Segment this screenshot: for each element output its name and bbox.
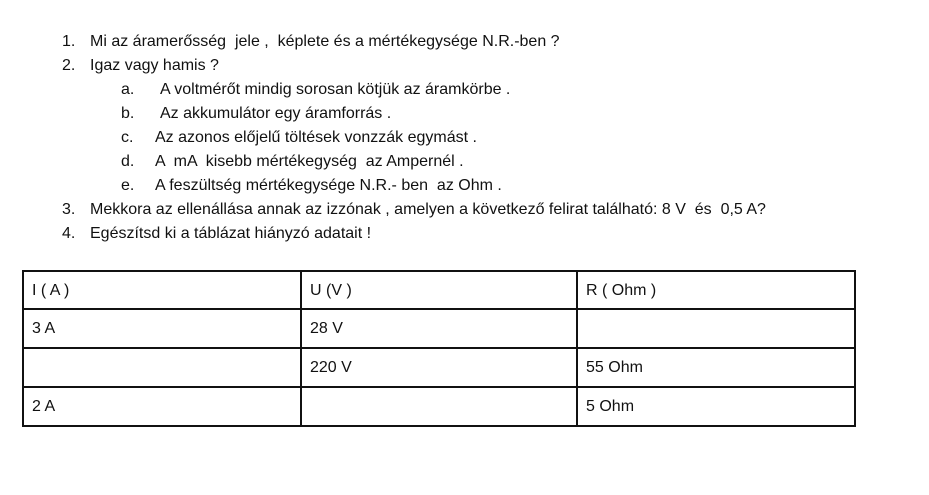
table-header-resistance: R ( Ohm ) [577,271,855,309]
table-cell [301,387,577,426]
table-header-voltage: U (V ) [301,271,577,309]
table-row [23,309,855,348]
table-cell [577,309,855,348]
question-4-number: 4. [62,225,76,242]
table-cell: 5 Ohm [577,387,855,426]
subitem-c-letter: c. [121,129,134,146]
data-table [22,270,856,427]
question-1-number: 1. [62,33,76,50]
question-1-text: Mi az áramerősség jele , képlete és a mértékegysége N.R.-ben ? [90,33,560,50]
subitem-d-letter: d. [121,153,135,170]
subitem-e-letter: e. [121,177,135,194]
table-cell: 3 A [23,309,301,348]
question-3-number: 3. [62,201,76,218]
table-cell: 2 A [23,387,301,426]
table-cell: 28 V [301,309,577,348]
question-4-text: Egészítsd ki a táblázat hiányzó adatait ! [90,225,372,242]
question-3-text: Mekkora az ellenállása annak az izzónak , amelyen a következő felirat található: 8 V és 0,5 A? [90,201,766,218]
table-cell: 55 Ohm [577,348,855,387]
subitem-a-text: A voltmérőt mindig sorosan kötjük az áramkörbe . [160,81,511,98]
subitem-d-text: A mA kisebb mértékegység az Ampernél . [155,153,464,170]
subitem-b-text: Az akkumulátor egy áramforrás . [160,105,392,122]
table-header-row [23,271,855,309]
question-2-number: 2. [62,57,76,74]
table-cell [23,348,301,387]
subitem-a-letter: a. [121,81,135,98]
subitem-e-text: A feszültség mértékegysége N.R.- ben az Ohm . [155,177,502,194]
table-row [23,387,855,426]
subitem-c-text: Az azonos előjelű töltések vonzzák egymást . [155,129,477,146]
table-header-current: I ( A ) [23,271,301,309]
subitem-b-letter: b. [121,105,135,122]
table-cell: 220 V [301,348,577,387]
table-row [23,348,855,387]
question-2-text: Igaz vagy hamis ? [90,57,219,74]
